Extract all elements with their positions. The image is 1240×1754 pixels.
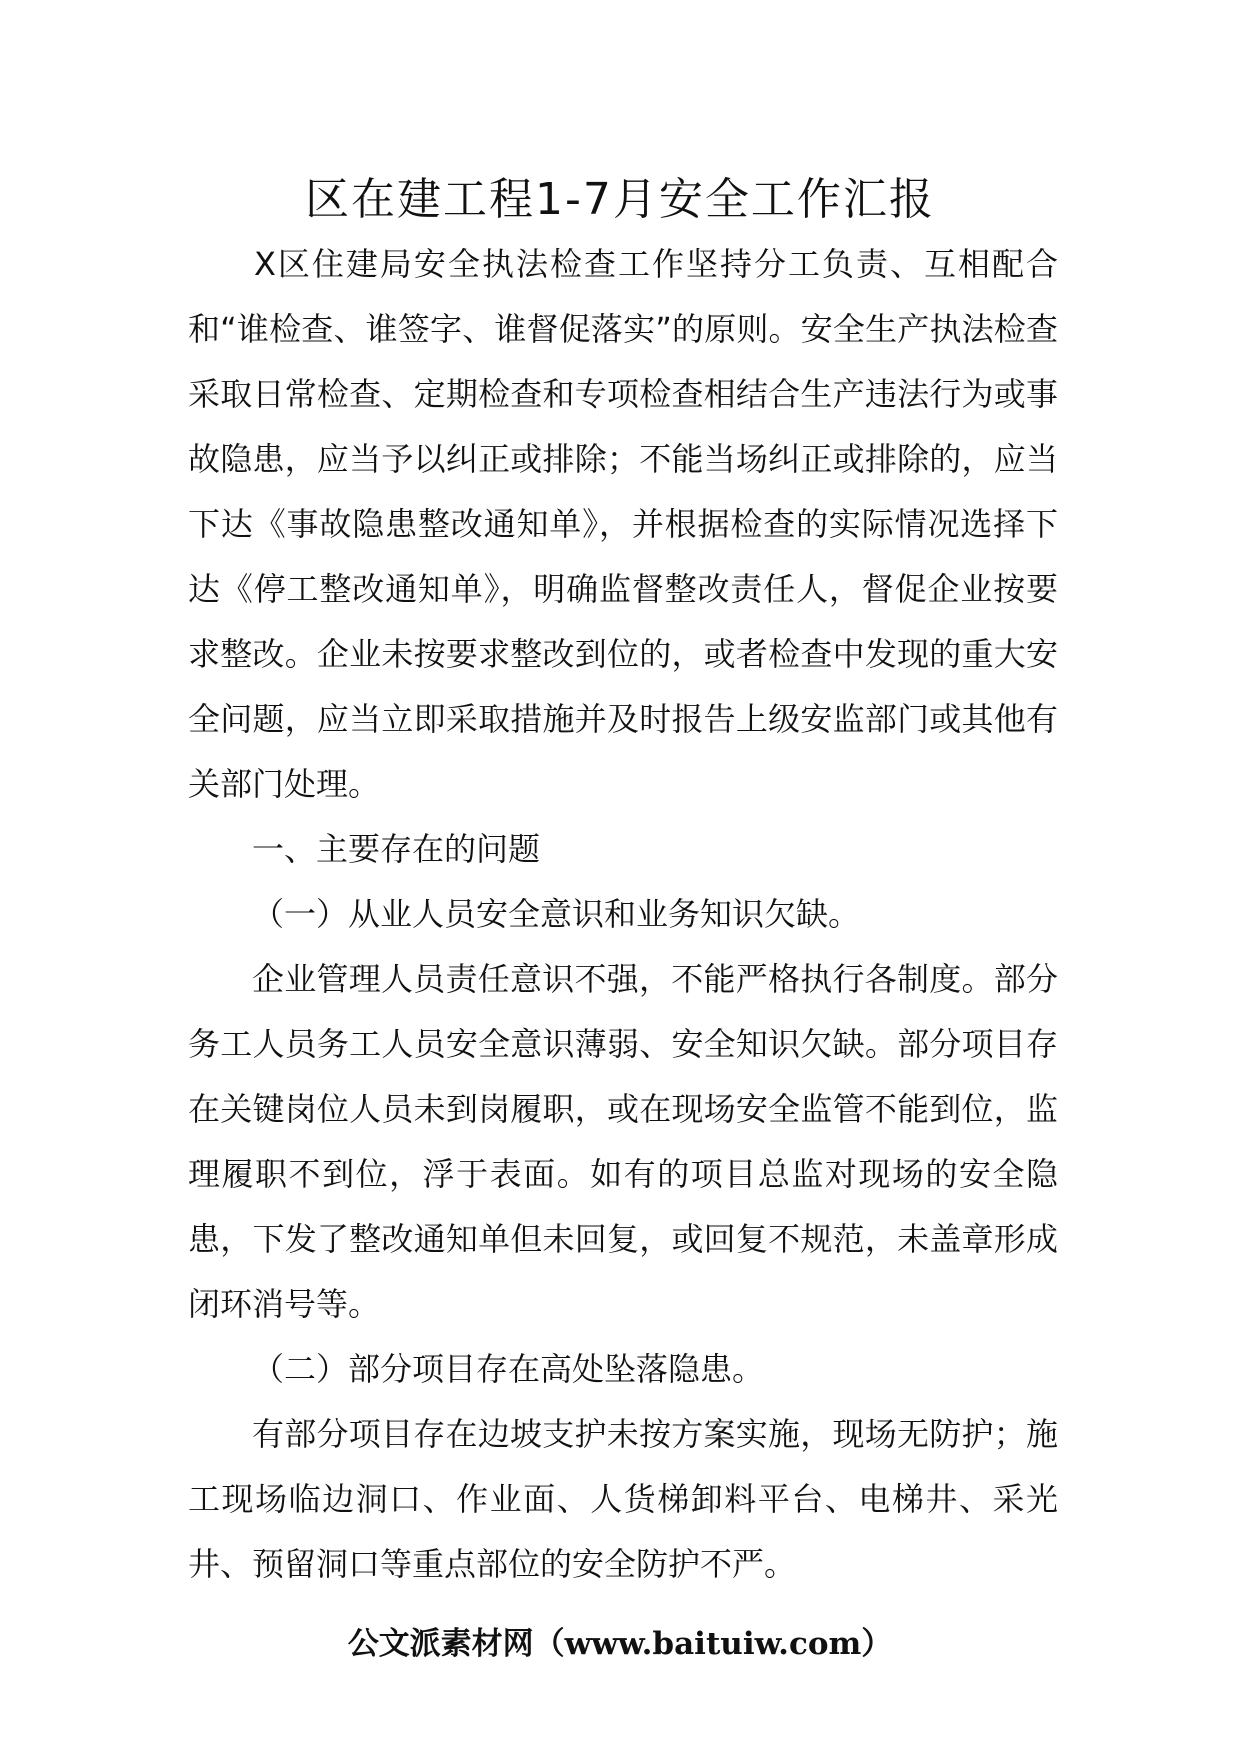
paragraph-fall-hazards: 有部分项目存在边坡支护未按方案实施，现场无防护；施工现场临边洞口、作业面、人货梯卸料平台、电梯井、采光井、预留洞口等重点部位的安全防护不严。 [188,1415,1058,1583]
section-heading-main-problems: 一、主要存在的问题 [252,830,541,868]
subheading-safety-awareness: （一）从业人员安全意识和业务知识欠缺。 [252,895,861,933]
paragraph-safety-awareness: 企业管理人员责任意识不强，不能严格执行各制度。部分务工人员务工人员安全意识薄弱、安全知识欠缺。部分项目存在关键岗位人员未到岗履职，或在现场安全监管不能到位，监理履职不到位，浮于表面。如有的项目总监对现场的安全隐患，下发了整改通知单但未回复，或回复不规范，未盖章形成闭环消号等。 [188,960,1058,1323]
document-title: 区在建工程1-7月安全工作汇报 [305,174,935,225]
subheading-fall-hazards: （二）部分项目存在高处坠落隐患。 [252,1350,765,1388]
footer-source: 公文派素材网（www.baituiw.com） [347,1626,893,1662]
paragraph-intro: X区住建局安全执法检查工作坚持分工负责、互相配合和“谁检查、谁签字、谁督促落实”的原则。安全生产执法检查采取日常检查、定期检查和专项检查相结合生产违法行为或事故隐患，应当予以纠正或排除；不能当场纠正或排除的，应当下达《事故隐患整改通知单》，并根据检查的实际情况选择下达《停工整改通知单》，明确监督整改责任人，督促企业按要求整改。企业未按要求整改到位的，或者检查中发现的重大安全问题，应当立即采取措施并及时报告上级安监部门或其他有关部门处理。 [188,245,1058,803]
document-body [188,232,1058,1597]
